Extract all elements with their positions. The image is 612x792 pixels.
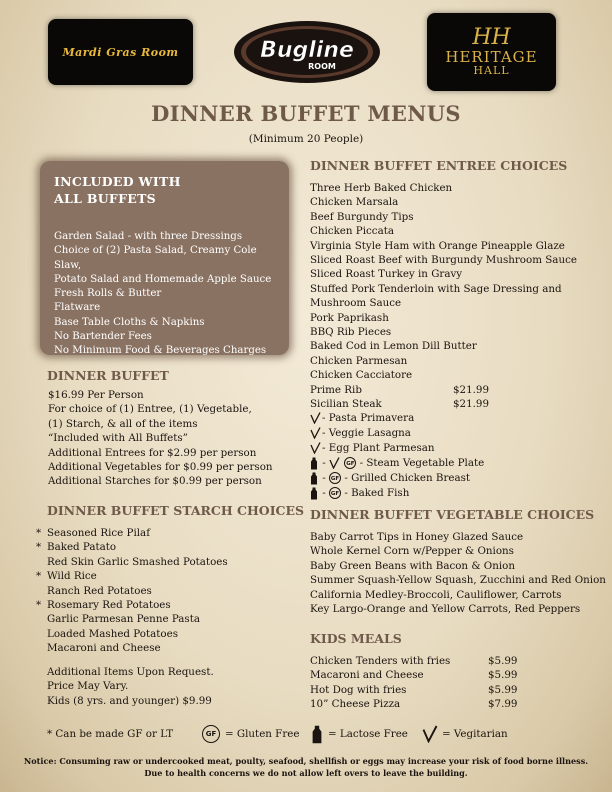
legend-lactose-free (311, 724, 408, 744)
list-item: No Minimum Food & Beverages Charges (54, 345, 267, 357)
kids-price: $5.99 (488, 683, 518, 696)
list-item: Potato Salad and Homemade Apple Sauce (54, 273, 272, 285)
list-item: Additional Vegetables for $0.99 per person (48, 461, 273, 474)
entree-item: Prime Rib (310, 383, 362, 396)
list-item: Summer Squash-Yellow Squash, Zucchini and Red Onion (310, 574, 606, 587)
list-item (310, 383, 577, 397)
kids-item: Macaroni and Cheese (310, 669, 424, 682)
kids-item: 10” Cheese Pizza (310, 698, 401, 711)
entree-heading: DINNER BUFFET ENTREE CHOICES (310, 158, 568, 173)
legend-gluten-free (202, 724, 299, 744)
kids-price: $7.99 (488, 698, 518, 711)
list-item: Key Largo-Orange and Yellow Carrots, Red Peppers (310, 603, 581, 616)
list-item (36, 569, 228, 583)
kids-item: Hot Dog with fries (310, 683, 407, 696)
mardi-gras-room-logo (48, 19, 193, 85)
additional-notes (47, 665, 214, 708)
vegetarian-icon (422, 725, 438, 743)
list-item (36, 598, 228, 612)
list-item (310, 397, 577, 411)
list-item: Additional Items Upon Request. (47, 666, 214, 678)
starch-item: Ranch Red Potatoes (47, 584, 152, 597)
separator-dash: - (322, 472, 326, 485)
heritage-logo-line2: HALL (473, 64, 510, 77)
page-subtitle: (Minimum 20 People) (248, 133, 364, 145)
list-item: Additional Entrees for $2.99 per person (48, 446, 257, 459)
starch-item: Loaded Mashed Potatoes (47, 627, 178, 640)
entree-item: Chicken Parmesan (310, 354, 408, 367)
gf-lt-note: * Can be made GF or LT (47, 728, 174, 740)
entree-item: Chicken Cacciatore (310, 369, 413, 382)
entree-item: Chicken Piccata (310, 225, 394, 238)
entree-item: Sliced Roast Turkey in Gravy (310, 268, 463, 281)
list-item: Kids (8 yrs. and younger) $9.99 (47, 694, 212, 707)
lactose-free-label: = Lactose Free (328, 728, 408, 740)
special-entree-item: - Pasta Primavera (322, 412, 415, 424)
included-with-all-buffets-box (40, 161, 289, 355)
kids-meals-heading: KIDS MEALS (310, 631, 402, 646)
special-entree-item: - Egg Plant Parmesan (322, 442, 435, 455)
included-list (54, 230, 275, 359)
entree-item: Stuffed Pork Tenderloin with Sage Dressing and (310, 282, 562, 295)
special-entree-item: - Baked Fish (344, 487, 410, 500)
starch-item: Baked Patato (47, 541, 117, 554)
entree-item: Pork Paprikash (310, 311, 389, 324)
starch-item: Seasoned Rice Pilaf (47, 527, 151, 539)
vegetarian-icon (310, 427, 321, 439)
list-item (310, 267, 577, 281)
bugline-room-logo (232, 19, 382, 85)
gluten-free-icon: GF (202, 725, 220, 743)
starch-item: Rosemary Red Potatoes (47, 599, 171, 612)
list-item (310, 282, 577, 296)
list-item: Baby Carrot Tips in Honey Glazed Sauce (310, 531, 524, 543)
entree-price: $21.99 (453, 383, 490, 396)
list-item: For choice of (1) Entree, (1) Vegetable, (48, 403, 252, 416)
food-safety-notice (0, 756, 612, 779)
dietary-legend (47, 724, 587, 746)
entree-list (310, 181, 577, 412)
legend-vegetarian (422, 724, 508, 744)
vegetarian-icon (310, 442, 321, 454)
list-item (310, 668, 518, 682)
entree-price: $21.99 (453, 398, 490, 411)
kids-price: $5.99 (488, 655, 518, 667)
list-item: Baby Green Beans with Bacon & Onion (310, 559, 515, 572)
asterisk-mark: * (36, 527, 42, 539)
list-item: (1) Starch, & all of the items (48, 417, 198, 430)
list-item: Garden Salad - with three Dressings (54, 231, 243, 242)
list-item (310, 354, 577, 368)
list-item (310, 486, 484, 501)
list-item (36, 540, 228, 554)
list-item: California Medley-Broccoli, Cauliflower, Carrots (310, 588, 562, 601)
bugline-logo-text: Bugline (260, 38, 354, 63)
entree-item: Three Herb Baked Chicken (310, 182, 453, 194)
list-item (310, 368, 577, 382)
list-item: Base Table Cloths & Napkins (54, 316, 205, 328)
list-item (310, 253, 577, 267)
list-item (310, 239, 577, 253)
entree-item: Chicken Marsala (310, 196, 399, 209)
starch-item: Garlic Parmesan Penne Pasta (47, 613, 200, 626)
list-item (310, 339, 577, 353)
entree-item: Sliced Roast Beef with Burgundy Mushroom Sauce (310, 254, 577, 267)
gluten-free-icon: GF (344, 457, 356, 469)
lactose-free-icon (310, 472, 318, 485)
vegetarian-icon (310, 412, 321, 424)
vegetarian-label: = Vegitarian (442, 728, 508, 740)
bugline-logo-graphic (232, 19, 382, 85)
list-item (310, 224, 577, 238)
vegetable-list (310, 530, 606, 616)
included-heading: INCLUDED WITH ALL BUFFETS (54, 174, 181, 206)
separator-dash: - (322, 457, 326, 470)
list-item (47, 627, 228, 641)
asterisk-mark: * (36, 541, 42, 554)
starch-list (36, 526, 228, 656)
asterisk-mark: * (36, 570, 42, 583)
list-item (310, 311, 577, 325)
list-item (310, 456, 484, 471)
list-item (310, 210, 577, 224)
list-item (310, 181, 577, 195)
gluten-free-icon: GF (329, 487, 341, 499)
list-item: Choice of (2) Pasta Salad, Creamy Cole Slaw, (54, 245, 257, 271)
starch-item: Macaroni and Cheese (47, 642, 161, 655)
list-item (310, 683, 518, 697)
entree-item: BBQ Rib Pieces (310, 326, 392, 339)
list-item: $16.99 Per Person (48, 389, 144, 401)
dinner-buffet-heading: DINNER BUFFET (47, 368, 169, 383)
list-item: Fresh Rolls & Butter (54, 288, 162, 300)
list-item (310, 654, 518, 668)
special-entree-list (310, 411, 484, 502)
lactose-free-icon (311, 725, 323, 744)
list-item (310, 471, 484, 486)
starch-heading: DINNER BUFFET STARCH CHOICES (47, 503, 305, 518)
entree-item: Beef Burgundy Tips (310, 210, 414, 223)
list-item (47, 641, 228, 655)
special-entree-item: - Grilled Chicken Breast (344, 472, 471, 485)
mardi-gras-logo-text: Mardi Gras Room (62, 45, 179, 59)
list-item (310, 697, 518, 711)
kids-price: $5.99 (488, 669, 518, 682)
list-item (310, 441, 484, 456)
separator-dash: - (322, 487, 326, 500)
list-item: Price May Vary. (47, 680, 129, 693)
list-item (47, 584, 228, 598)
list-item: Additional Starches for $0.99 per person (48, 475, 262, 488)
list-item: Flatware (54, 302, 101, 314)
bugline-logo-sub: ROOM (308, 62, 336, 71)
vegetable-heading: DINNER BUFFET VEGETABLE CHOICES (310, 507, 595, 522)
entree-item: Virginia Style Ham with Orange Pineapple Glaze (310, 239, 565, 252)
gluten-free-icon: GF (329, 472, 341, 484)
list-item (310, 195, 577, 209)
list-item: No Bartender Fees (54, 331, 152, 343)
lactose-free-icon (310, 457, 318, 470)
heritage-hall-logo (427, 13, 556, 91)
starch-item: Wild Rice (47, 570, 97, 583)
entree-item: Mushroom Sauce (310, 297, 402, 310)
gluten-free-label: = Gluten Free (225, 728, 300, 740)
list-item (310, 325, 577, 339)
heritage-logo-line1: HERITAGE (445, 48, 538, 66)
list-item (310, 296, 577, 310)
asterisk-mark: * (36, 599, 42, 612)
kids-item: Chicken Tenders with fries (310, 655, 451, 667)
entree-item: Sicilian Steak (310, 398, 382, 411)
notice-line-2: Due to health concerns we do not allow left overs to leave the building. (144, 767, 468, 778)
list-item (47, 555, 228, 569)
page-title: DINNER BUFFET MENUS (151, 101, 461, 126)
dinner-buffet-details (48, 388, 273, 489)
special-entree-item: - Veggie Lasagna (322, 427, 411, 440)
special-entree-item: - Steam Vegetable Plate (359, 457, 485, 470)
lactose-free-icon (310, 487, 318, 500)
list-item: Whole Kernel Corn w/Pepper & Onions (310, 545, 514, 558)
heritage-monogram: HH (472, 25, 511, 50)
notice-line-1: Notice: Consuming raw or undercooked meat, poulty, seafood, shellfish or eggs may increase your risk of food borne illness. (23, 756, 589, 766)
vegetarian-icon (329, 457, 340, 469)
list-item: “Included with All Buffets” (48, 432, 188, 445)
list-item (310, 411, 484, 426)
entree-item: Baked Cod in Lemon Dill Butter (310, 340, 477, 353)
list-item (47, 612, 228, 626)
kids-meals-list (310, 654, 518, 712)
list-item (310, 426, 484, 441)
list-item (36, 526, 228, 540)
starch-item: Red Skin Garlic Smashed Potatoes (47, 555, 228, 568)
